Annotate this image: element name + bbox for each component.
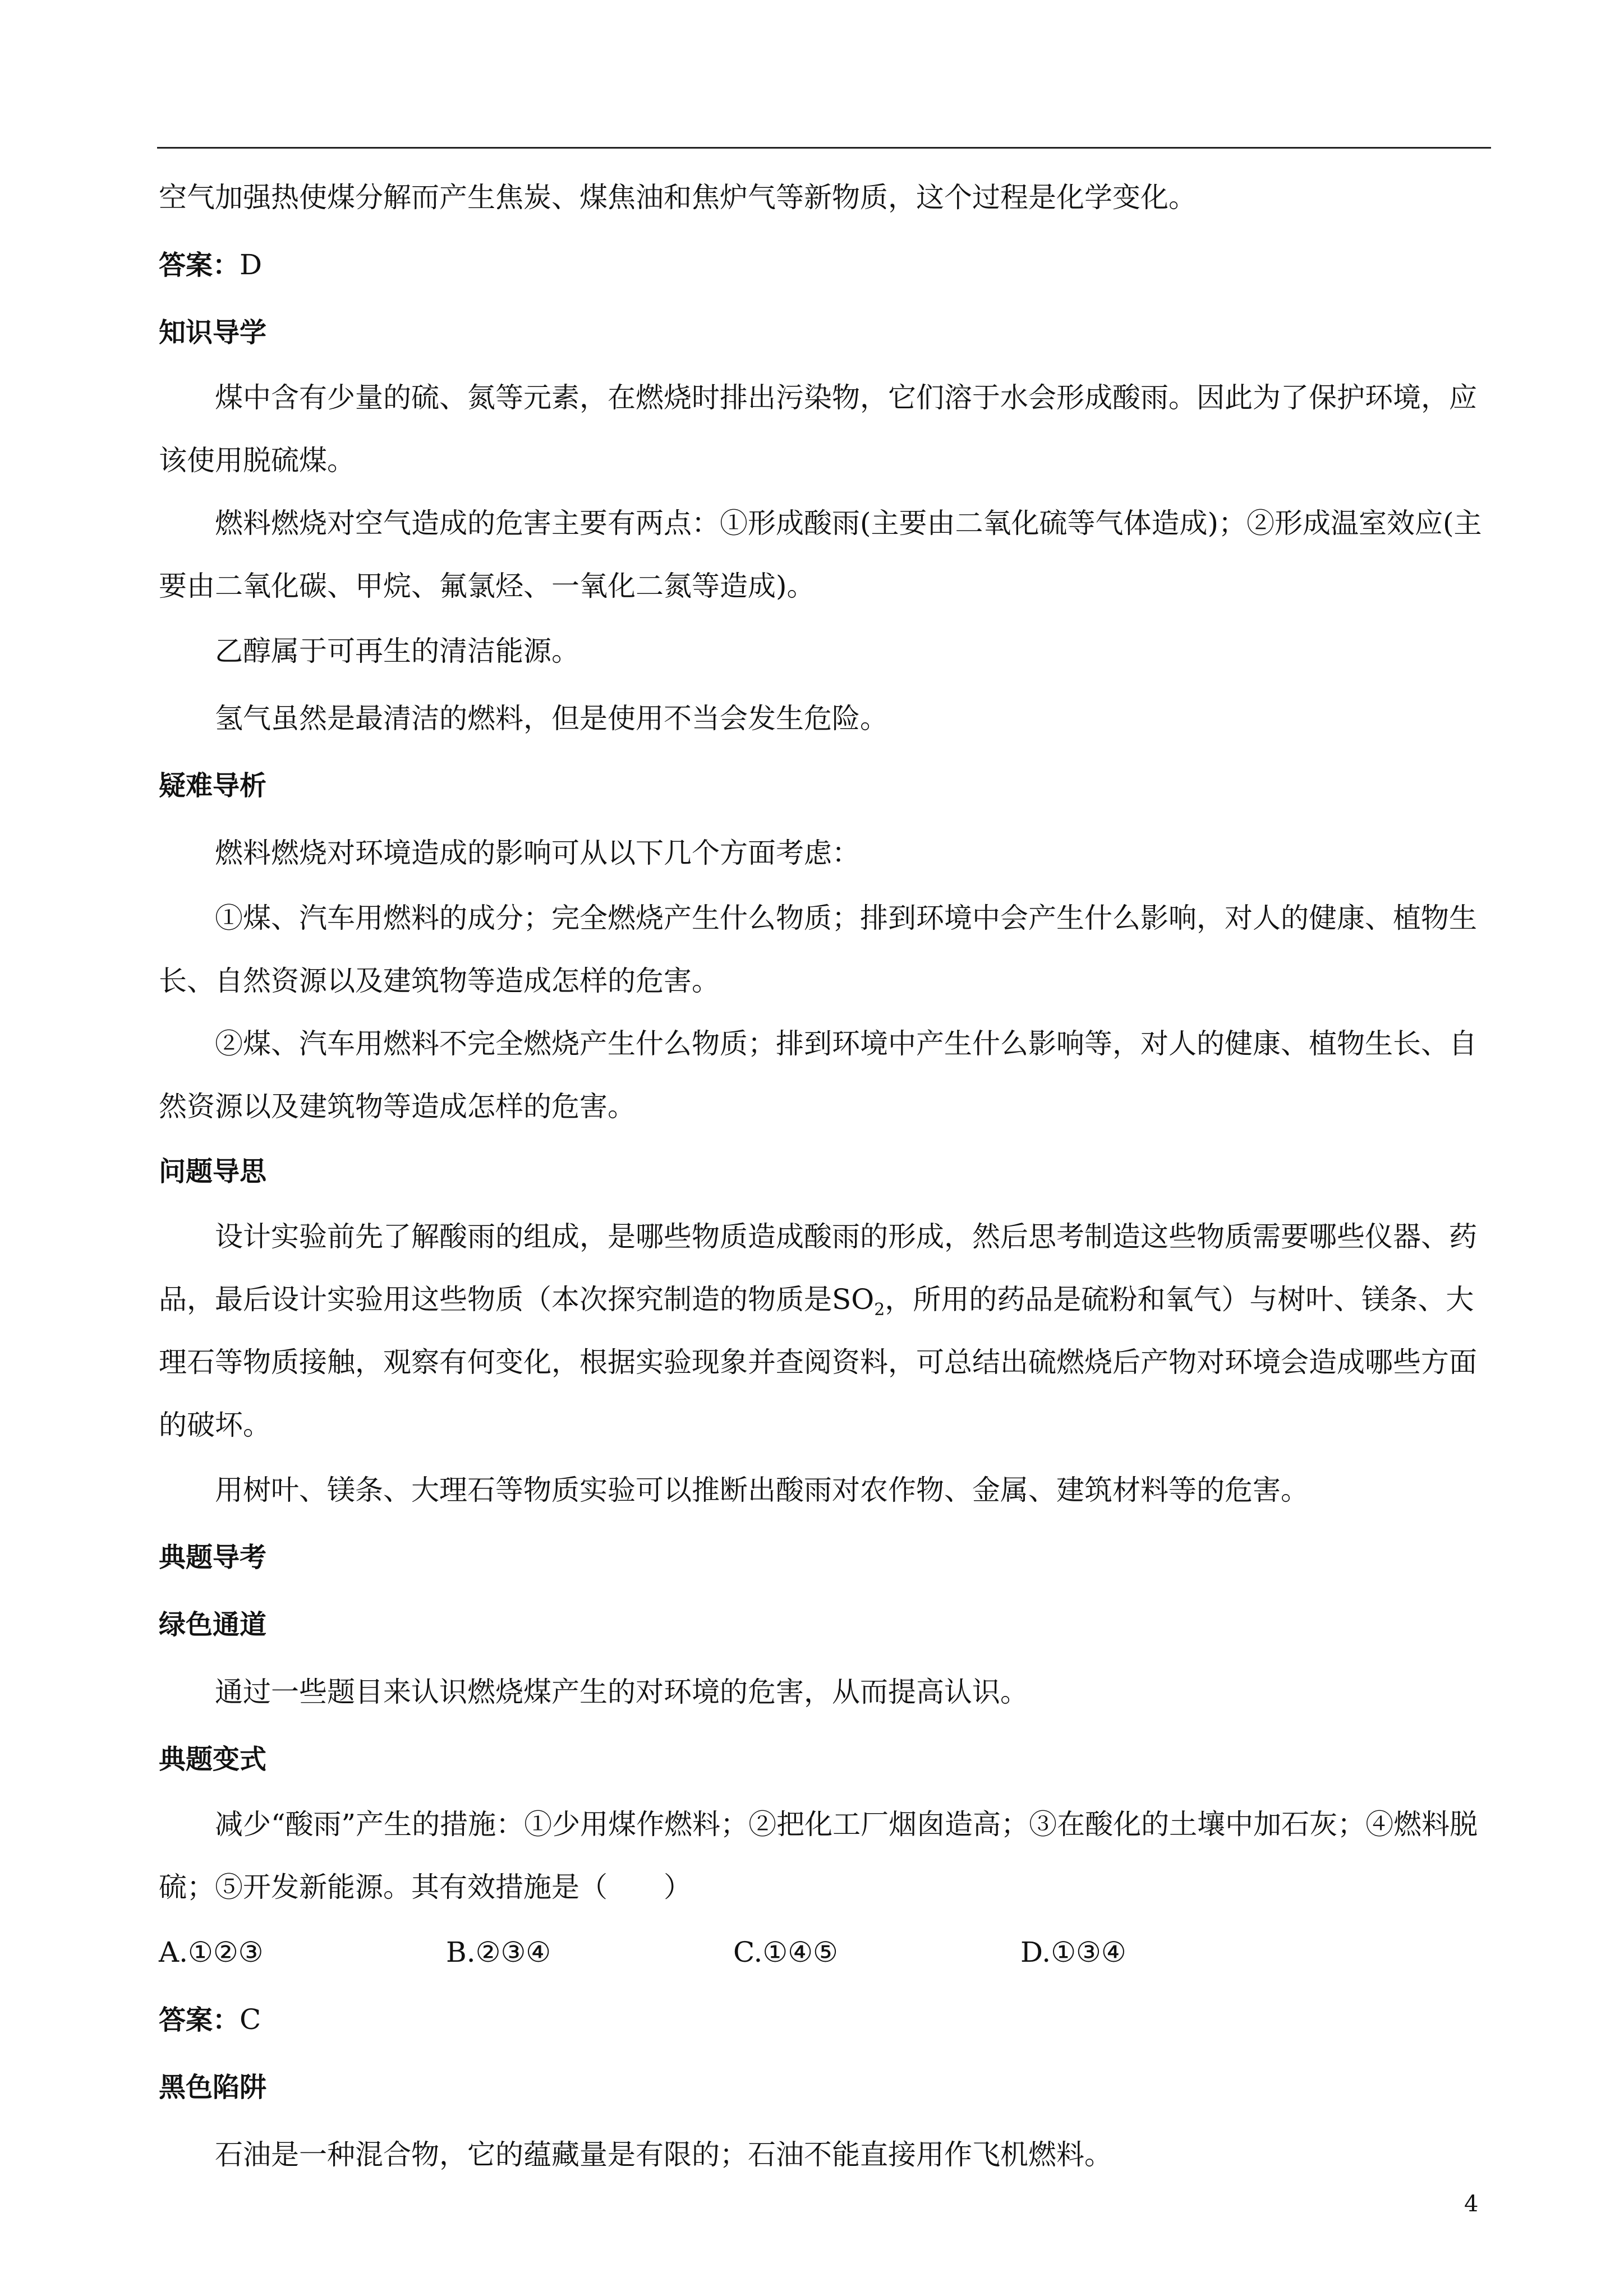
subscript: 2 bbox=[874, 1300, 885, 1320]
answer-line bbox=[159, 231, 1489, 299]
paragraph: 燃料燃烧对空气造成的危害主要有两点：①形成酸雨(主要由二氧化硫等气体造成)；②形成温室效应(主要由二氧化碳、甲烷、氟氯烃、一氧化二氮等造成)。 bbox=[159, 507, 1482, 602]
answer-value: D bbox=[240, 248, 263, 281]
header-rule bbox=[157, 147, 1491, 149]
paragraph-experiment-design bbox=[159, 1205, 1489, 1456]
answer-choices bbox=[159, 1919, 1489, 1986]
answer-line bbox=[159, 1986, 1489, 2054]
choice-a: A.①②③ bbox=[159, 1936, 264, 1968]
page-content bbox=[159, 164, 1489, 2188]
page-number: 4 bbox=[1464, 2191, 1479, 2217]
answer-label: 答案： bbox=[159, 2004, 240, 2036]
answer-label: 答案： bbox=[159, 250, 240, 281]
paragraph: 用树叶、镁条、大理石等物质实验可以推断出酸雨对农作物、金属、建筑材料等的危害。 bbox=[215, 1474, 1309, 1506]
paragraph: 燃料燃烧对环境造成的影响可从以下几个方面考虑： bbox=[215, 837, 860, 869]
paragraph: 乙醇属于可再生的清洁能源。 bbox=[215, 635, 579, 667]
section-heading: 典题变式 bbox=[159, 1744, 267, 1775]
choice-b: B.②③④ bbox=[446, 1936, 551, 1968]
section-heading: 问题导思 bbox=[159, 1156, 267, 1187]
section-heading: 知识导学 bbox=[159, 317, 267, 348]
section-heading: 疑难导析 bbox=[159, 770, 267, 801]
section-heading: 黑色陷阱 bbox=[159, 2072, 267, 2103]
section-heading: 绿色通道 bbox=[159, 1609, 267, 1640]
paragraph: 石油是一种混合物，它的蕴藏量是有限的；石油不能直接用作飞机燃料。 bbox=[215, 2138, 1112, 2171]
paragraph: ②煤、汽车用燃料不完全燃烧产生什么物质；排到环境中产生什么影响等，对人的健康、植物生长、自然资源以及建筑物等造成怎样的危害。 bbox=[159, 1027, 1477, 1123]
paragraph-part: ，所用的药品是硫粉和氧气）与树叶、镁条、大理石等物质接触，观察有何变化，根据实验现象并查阅资料，可总结出硫燃烧后产物对环境会造成哪些方面的破坏。 bbox=[159, 1283, 1477, 1441]
paragraph: 通过一些题目来认识燃烧煤产生的对环境的危害，从而提高认识。 bbox=[215, 1676, 1028, 1708]
section-heading: 典题导考 bbox=[159, 1542, 267, 1573]
paragraph: 氢气虽然是最清洁的燃料，但是使用不当会发生危险。 bbox=[215, 702, 888, 735]
paragraph-coal-distillation: 空气加强热使煤分解而产生焦炭、煤焦油和焦炉气等新物质，这个过程是化学变化。 bbox=[159, 181, 1197, 214]
answer-value: C bbox=[240, 2003, 261, 2036]
paragraph: ①煤、汽车用燃料的成分；完全燃烧产生什么物质；排到环境中会产生什么影响，对人的健康、植物生长、自然资源以及建筑物等造成怎样的危害。 bbox=[159, 902, 1477, 997]
choice-d: D.①③④ bbox=[1020, 1936, 1126, 1968]
paragraph: 煤中含有少量的硫、氮等元素，在燃烧时排出污染物，它们溶于水会形成酸雨。因此为了保护环境，应该使用脱硫煤。 bbox=[159, 381, 1477, 477]
question-stem: 减少“酸雨”产生的措施：①少用煤作燃料；②把化工厂烟囱造高；③在酸化的土壤中加石灰；④燃料脱硫；⑤开发新能源。其有效措施是（ ） bbox=[159, 1808, 1478, 1903]
paragraph-part: 设计实验前先了解酸雨的组成，是哪些物质造成酸雨的形成，然后思考制造这些物质需要哪些仪器、药品，最后设计实验用这些物质（本次探究制造的物质是SO bbox=[159, 1220, 1477, 1316]
choice-c: C.①④⑤ bbox=[733, 1936, 838, 1968]
